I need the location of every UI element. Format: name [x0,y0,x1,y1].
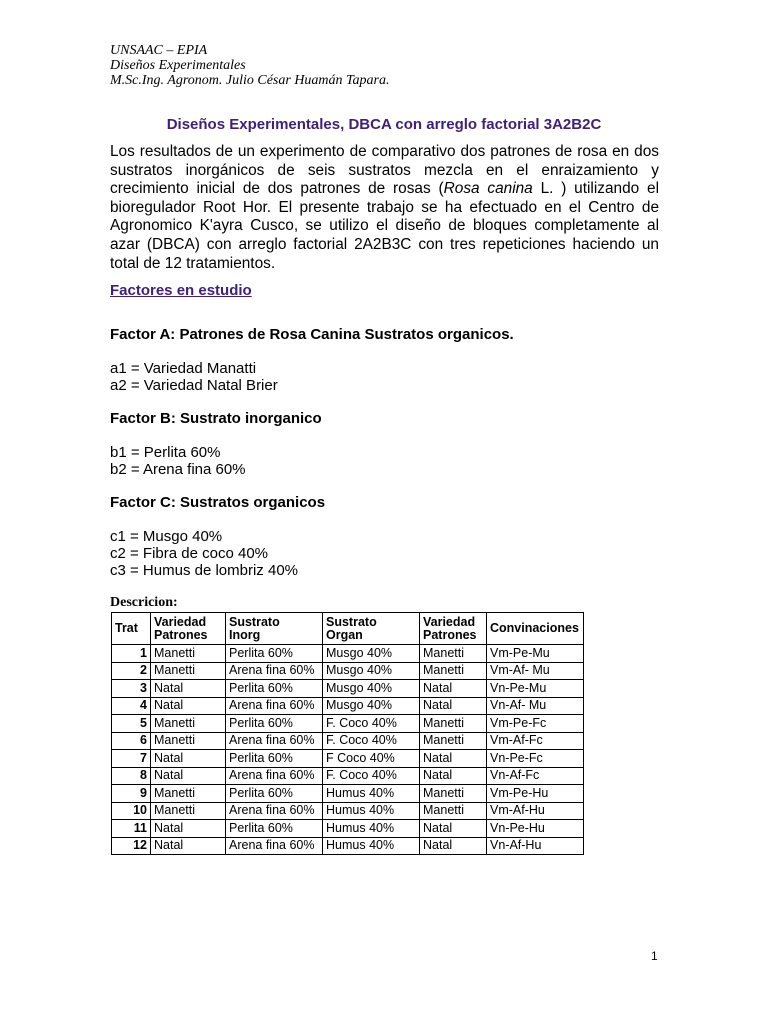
factor-c-level-1: c1 = Musgo 40% [110,528,223,545]
cell-variedad-patrones: Natal [420,767,487,785]
col-header-variedad-line2: Patrones [154,627,208,642]
cell-trat: 11 [112,820,151,838]
cell-variedad-patrones: Manetti [420,645,487,663]
cell-variedad: Natal [151,820,226,838]
cell-convinacion: Vn-Af-Hu [487,837,584,855]
cell-variedad-patrones: Manetti [420,785,487,803]
table-row [112,750,584,768]
table-row [112,680,584,698]
cell-convinacion: Vm-Af-Fc [487,732,584,750]
cell-convinacion: Vn-Pe-Fc [487,750,584,768]
cell-sustrato-organ: F. Coco 40% [323,715,420,733]
col-header-variedad-patrones [420,613,487,645]
header-institution: UNSAAC – EPIA [110,43,208,58]
table-row [112,802,584,820]
col-header-sustrato-inorg-line2: Inorg [229,627,261,642]
intro-species: Rosa canina [443,180,533,198]
factor-b-level-2: b2 = Arena fina 60% [110,461,246,478]
cell-sustrato-organ: F Coco 40% [323,750,420,768]
header-course: Diseños Experimentales [110,58,246,73]
cell-convinacion: Vm-Af- Mu [487,662,584,680]
table-header-row [112,613,584,645]
factor-c-level-3: c3 = Humus de lombriz 40% [110,562,298,579]
cell-sustrato-inorg: Perlita 60% [226,750,323,768]
cell-trat: 12 [112,837,151,855]
table-row [112,767,584,785]
table-row [112,837,584,855]
treatments-table [111,612,584,855]
cell-variedad: Manetti [151,802,226,820]
cell-sustrato-inorg: Perlita 60% [226,785,323,803]
cell-variedad: Manetti [151,645,226,663]
cell-sustrato-inorg: Perlita 60% [226,715,323,733]
cell-trat: 4 [112,697,151,715]
cell-sustrato-inorg: Perlita 60% [226,680,323,698]
table-body [112,645,584,855]
cell-variedad: Natal [151,767,226,785]
table-row [112,732,584,750]
table-row [112,645,584,663]
cell-trat: 5 [112,715,151,733]
cell-sustrato-inorg: Arena fina 60% [226,802,323,820]
cell-trat: 3 [112,680,151,698]
col-header-variedad-patrones-line2: Patrones [423,627,477,642]
document-header [110,43,390,88]
cell-sustrato-inorg: Arena fina 60% [226,837,323,855]
intro-paragraph [110,143,659,273]
cell-convinacion: Vm-Af-Hu [487,802,584,820]
col-header-variedad-patrones-line1: Variedad [423,614,476,629]
cell-convinacion: Vn-Pe-Hu [487,820,584,838]
cell-sustrato-organ: Musgo 40% [323,697,420,715]
cell-variedad: Manetti [151,715,226,733]
cell-convinacion: Vn-Af-Fc [487,767,584,785]
cell-variedad: Natal [151,837,226,855]
col-header-sustrato-organ-line2: Organ [326,627,363,642]
cell-convinacion: Vm-Pe-Mu [487,645,584,663]
cell-variedad-patrones: Manetti [420,715,487,733]
table-row [112,785,584,803]
cell-variedad-patrones: Natal [420,697,487,715]
cell-sustrato-organ: Humus 40% [323,785,420,803]
cell-trat: 6 [112,732,151,750]
factor-c-level-2: c2 = Fibra de coco 40% [110,545,269,562]
cell-sustrato-organ: Musgo 40% [323,645,420,663]
cell-trat: 10 [112,802,151,820]
page-number: 1 [651,949,658,963]
cell-variedad: Manetti [151,785,226,803]
cell-sustrato-inorg: Arena fina 60% [226,767,323,785]
cell-variedad-patrones: Manetti [420,662,487,680]
cell-convinacion: Vm-Pe-Fc [487,715,584,733]
cell-trat: 9 [112,785,151,803]
cell-sustrato-organ: F. Coco 40% [323,767,420,785]
cell-trat: 8 [112,767,151,785]
cell-variedad-patrones: Manetti [420,802,487,820]
factor-a-title: Factor A: Patrones de Rosa Canina Sustratos organicos. [110,326,514,343]
col-header-sustrato-inorg [226,613,323,645]
col-header-sustrato-organ-line1: Sustrato [326,614,377,629]
cell-variedad: Manetti [151,662,226,680]
factor-b-title: Factor B: Sustrato inorganico [110,410,322,427]
cell-variedad-patrones: Natal [420,837,487,855]
cell-variedad-patrones: Natal [420,820,487,838]
header-author: M.Sc.Ing. Agronom. Julio César Huamán Tapara. [110,73,390,88]
cell-sustrato-inorg: Arena fina 60% [226,697,323,715]
factor-b-level-1: b1 = Perlita 60% [110,444,221,461]
intro-text-part2: L. ) utilizando el bioregulador Root Hor. El presente trabajo se ha efectuado en el Centro de Agronomico K'ayra Cusco, se utilizo el diseño de bloques completamente al azar (DBCA) con arreglo factorial 2A2B3C con tres repeticiones haciendo un total de 12 tratamientos. [110,180,659,272]
col-header-variedad-line1: Variedad [154,614,207,629]
cell-variedad-patrones: Manetti [420,732,487,750]
document-title: Diseños Experimentales, DBCA con arreglo factorial 3A2B2C [166,116,602,133]
table-row [112,697,584,715]
cell-sustrato-organ: Musgo 40% [323,662,420,680]
cell-variedad-patrones: Natal [420,750,487,768]
cell-convinacion: Vm-Pe-Hu [487,785,584,803]
col-header-sustrato-inorg-line1: Sustrato [229,614,280,629]
cell-variedad: Natal [151,697,226,715]
cell-sustrato-organ: Musgo 40% [323,680,420,698]
table-row [112,715,584,733]
cell-variedad: Manetti [151,732,226,750]
cell-sustrato-organ: Humus 40% [323,802,420,820]
cell-sustrato-inorg: Perlita 60% [226,645,323,663]
table-caption: Descricion: [110,595,178,610]
factor-a-level-1: a1 = Variedad Manatti [110,360,257,377]
col-header-convinaciones: Convinaciones [487,613,584,645]
factor-c-title: Factor C: Sustratos organicos [110,494,326,511]
table-row [112,820,584,838]
col-header-trat: Trat [112,613,151,645]
factor-a-level-2: a2 = Variedad Natal Brier [110,377,278,394]
cell-trat: 7 [112,750,151,768]
table-row [112,662,584,680]
cell-trat: 2 [112,662,151,680]
intro-text-part1: Los resultados de un experimento de comparativo dos patrones de rosa en dos sustratos inorgánicos de seis sustratos mezcla en el enraizamiento y crecimiento inicial de dos patrones de rosas ( [110,143,659,198]
cell-sustrato-inorg: Arena fina 60% [226,662,323,680]
cell-variedad: Natal [151,750,226,768]
cell-sustrato-organ: F. Coco 40% [323,732,420,750]
cell-sustrato-organ: Humus 40% [323,837,420,855]
cell-variedad-patrones: Natal [420,680,487,698]
col-header-variedad [151,613,226,645]
cell-sustrato-inorg: Perlita 60% [226,820,323,838]
cell-variedad: Natal [151,680,226,698]
col-header-sustrato-organ [323,613,420,645]
cell-sustrato-organ: Humus 40% [323,820,420,838]
cell-sustrato-inorg: Arena fina 60% [226,732,323,750]
cell-convinacion: Vn-Pe-Mu [487,680,584,698]
cell-convinacion: Vn-Af- Mu [487,697,584,715]
section-title: Factores en estudio [110,282,252,299]
cell-trat: 1 [112,645,151,663]
